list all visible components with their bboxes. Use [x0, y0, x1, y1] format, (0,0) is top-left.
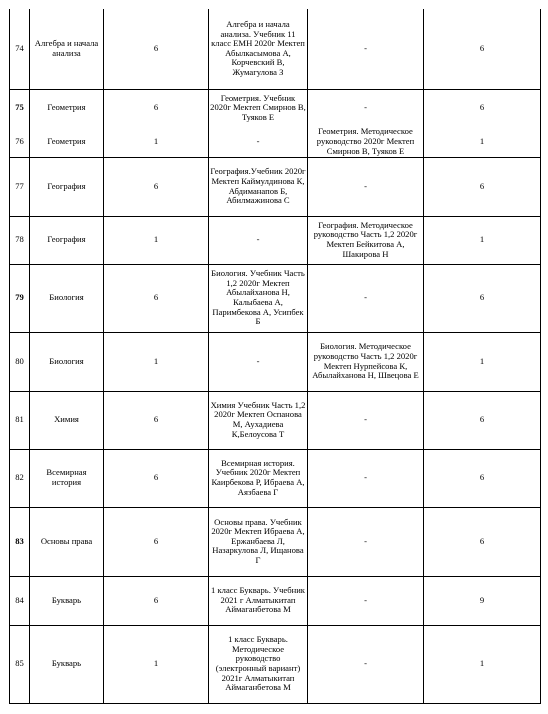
subject-cell: Букварь	[30, 625, 104, 703]
subject-cell: Всемирная история	[30, 449, 104, 507]
subject-cell: География	[30, 157, 104, 216]
table-row	[10, 157, 541, 216]
quantity-cell: 6	[104, 9, 209, 89]
methodical-guide-cell: -	[308, 391, 424, 449]
quantity-cell: 1	[104, 127, 209, 157]
table-row	[10, 625, 541, 703]
textbook-order-table	[9, 9, 541, 704]
textbook-cell: Всемирная история. Учебник 2020г Мектеп Каирбекова Р, Ибраева А, Аязбаева Г	[209, 449, 308, 507]
total-cell: 6	[424, 9, 541, 89]
row-number: 79	[10, 264, 30, 332]
subject-cell: Химия	[30, 391, 104, 449]
quantity-cell: 6	[104, 157, 209, 216]
total-cell: 6	[424, 89, 541, 127]
total-cell: 1	[424, 625, 541, 703]
table-row	[10, 391, 541, 449]
row-number: 76	[10, 127, 30, 157]
table-row	[10, 507, 541, 576]
quantity-cell: 6	[104, 264, 209, 332]
subject-cell: Геометрия	[30, 127, 104, 157]
total-cell: 1	[424, 216, 541, 264]
textbook-cell: 1 класс Букварь. Учебник 2021 г Алматыкитап Аймаганбетова М	[209, 576, 308, 625]
subject-cell: Букварь	[30, 576, 104, 625]
subject-cell: Биология	[30, 332, 104, 391]
subject-cell: География	[30, 216, 104, 264]
table-row	[10, 89, 541, 127]
subject-cell: Геометрия	[30, 89, 104, 127]
row-number: 81	[10, 391, 30, 449]
row-number: 75	[10, 89, 30, 127]
table-row	[10, 9, 541, 89]
quantity-cell: 6	[104, 449, 209, 507]
textbook-cell: Химия Учебник Часть 1,2 2020г Мектеп Оспанова М, Аухадиева К,Белоусова Т	[209, 391, 308, 449]
quantity-cell: 6	[104, 89, 209, 127]
textbook-cell: Основы права. Учебник 2020г Мектеп Ибраева А, Ержанбаева Л, Назаркулова Л, Ищанова Г	[209, 507, 308, 576]
subject-cell: Алгебра и начала анализа	[30, 9, 104, 89]
quantity-cell: 6	[104, 507, 209, 576]
total-cell: 1	[424, 127, 541, 157]
row-number: 77	[10, 157, 30, 216]
textbook-cell: География.Учебник 2020г Мектеп Каймулдинова К, Абдиманапов Б, Абилмажинова С	[209, 157, 308, 216]
quantity-cell: 1	[104, 216, 209, 264]
textbook-cell: Алгебра и начала анализа. Учебник 11 класс ЕМН 2020г Мектеп Абылкасымова А, Корчевский В, Жумагулова З	[209, 9, 308, 89]
quantity-cell: 1	[104, 332, 209, 391]
table-row	[10, 264, 541, 332]
row-number: 80	[10, 332, 30, 391]
textbook-cell: 1 класс Букварь. Методическое руководство (электронный вариант) 2021г Алматыкитап Аймаганбетова М	[209, 625, 308, 703]
table-row	[10, 332, 541, 391]
methodical-guide-cell: -	[308, 507, 424, 576]
methodical-guide-cell: -	[308, 449, 424, 507]
total-cell: 6	[424, 157, 541, 216]
methodical-guide-cell: -	[308, 625, 424, 703]
row-number: 78	[10, 216, 30, 264]
textbook-cell: Биология. Учебник Часть 1,2 2020г Мектеп Абылайханова Н, Калыбаева А, Паримбекова А, Усипбек Б	[209, 264, 308, 332]
quantity-cell: 6	[104, 576, 209, 625]
total-cell: 1	[424, 332, 541, 391]
row-number: 85	[10, 625, 30, 703]
total-cell: 9	[424, 576, 541, 625]
methodical-guide-cell: Биология. Методическое руководство Часть 1,2 2020г Мектеп Нурпейсова К, Абылайханова Н, Швецова Е	[308, 332, 424, 391]
textbook-cell: Геометрия. Учебник 2020г Мектеп Смирнов В, Туяков Е	[209, 89, 308, 127]
methodical-guide-cell: -	[308, 264, 424, 332]
quantity-cell: 1	[104, 625, 209, 703]
total-cell: 6	[424, 507, 541, 576]
methodical-guide-cell: -	[308, 576, 424, 625]
textbook-cell: -	[209, 216, 308, 264]
row-number: 83	[10, 507, 30, 576]
total-cell: 6	[424, 449, 541, 507]
textbook-cell: -	[209, 332, 308, 391]
methodical-guide-cell: -	[308, 157, 424, 216]
total-cell: 6	[424, 264, 541, 332]
table-row	[10, 449, 541, 507]
methodical-guide-cell: -	[308, 89, 424, 127]
quantity-cell: 6	[104, 391, 209, 449]
total-cell: 6	[424, 391, 541, 449]
row-number: 82	[10, 449, 30, 507]
row-number: 74	[10, 9, 30, 89]
methodical-guide-cell: Геометрия. Методическое руководство 2020г Мектеп Смирнов В, Туяков Е	[308, 127, 424, 157]
methodical-guide-cell: -	[308, 9, 424, 89]
row-number: 84	[10, 576, 30, 625]
methodical-guide-cell: География. Методическое руководство Часть 1,2 2020г Мектеп Бейкитова А, Шакирова Н	[308, 216, 424, 264]
subject-cell: Основы права	[30, 507, 104, 576]
table-row	[10, 216, 541, 264]
table-row	[10, 127, 541, 157]
table-row	[10, 576, 541, 625]
subject-cell: Биология	[30, 264, 104, 332]
textbook-cell: -	[209, 127, 308, 157]
